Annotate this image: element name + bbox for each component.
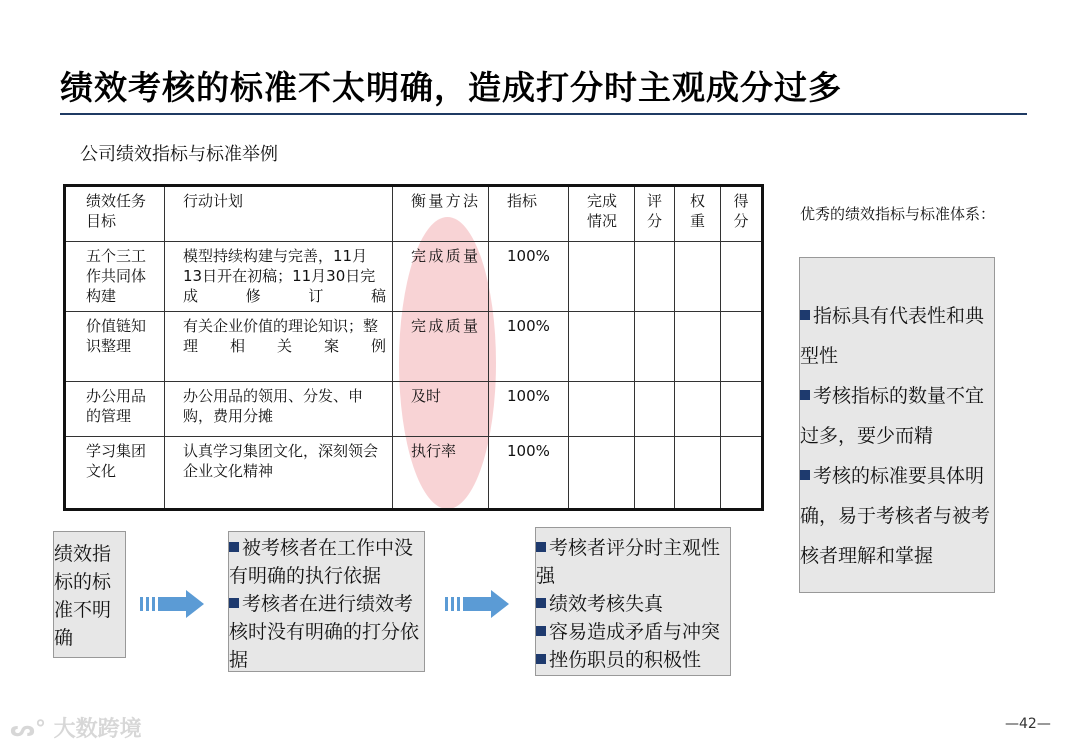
task-cell: 办公用品的管理	[65, 382, 165, 437]
effects-box	[535, 527, 731, 676]
completion-cell	[569, 312, 635, 382]
score-cell	[635, 437, 675, 510]
method-cell: 及时	[393, 382, 489, 437]
method-cell: 执行率	[393, 437, 489, 510]
effect-item: 容易造成矛盾与冲突	[536, 618, 728, 646]
completion-cell	[569, 382, 635, 437]
weight-cell	[675, 382, 721, 437]
header-weight: 权重	[675, 186, 721, 242]
target-cell: 100%	[489, 437, 569, 510]
completion-cell	[569, 437, 635, 510]
score-cell	[635, 312, 675, 382]
task-cell: 学习集团文化	[65, 437, 165, 510]
criteria-item: 考核的标准要具体明确，易于考核者与被考核者理解和掌握	[800, 465, 991, 567]
table-caption: 公司绩效指标与标准举例	[80, 144, 278, 165]
criteria-item: 考核指标的数量不宜过多，要少而精	[800, 385, 985, 447]
table-row	[65, 242, 763, 312]
final-cell	[721, 382, 763, 437]
header-task: 绩效任务目标	[65, 186, 165, 242]
completion-cell	[569, 242, 635, 312]
plan-cell: 办公用品的领用、分发、申购，费用分摊	[165, 382, 393, 437]
weight-cell	[675, 312, 721, 382]
square-bullet-icon	[536, 626, 546, 636]
square-bullet-icon	[536, 598, 546, 608]
plan-cell: 有关企业价值的理论知识；整理相关案例	[165, 312, 393, 382]
target-cell: 100%	[489, 382, 569, 437]
weight-cell	[675, 242, 721, 312]
score-cell	[635, 242, 675, 312]
cause-text: 绩效指标的标准不明确	[54, 543, 112, 649]
right-arrow-icon	[140, 589, 206, 619]
watermark-logo: ᔕ° 大数跨境	[10, 717, 142, 742]
plan-cell: 认真学习集团文化，深刻领会企业文化精神	[165, 437, 393, 510]
method-cell: 完成质量	[393, 312, 489, 382]
page-number: —42—	[1005, 716, 1051, 732]
table-header-row	[65, 186, 763, 242]
square-bullet-icon	[800, 470, 810, 480]
header-plan: 行动计划	[165, 186, 393, 242]
weight-cell	[675, 437, 721, 510]
square-bullet-icon	[800, 310, 810, 320]
header-score: 评分	[635, 186, 675, 242]
square-bullet-icon	[229, 598, 239, 608]
table-row	[65, 382, 763, 437]
final-cell	[721, 437, 763, 510]
criteria-item: 指标具有代表性和典型性	[800, 305, 985, 367]
issue-item: 被考核者在工作中没有明确的执行依据	[229, 537, 414, 587]
effect-item: 绩效考核失真	[536, 590, 728, 618]
task-cell: 价值链知识整理	[65, 312, 165, 382]
table-row	[65, 437, 763, 510]
header-final: 得分	[721, 186, 763, 242]
cause-box	[53, 531, 126, 658]
effect-item: 挫伤职员的积极性	[536, 646, 728, 674]
task-cell: 五个三工作共同体构建	[65, 242, 165, 312]
logo-mark-icon: ᔕ°	[10, 717, 46, 742]
title-divider	[60, 113, 1027, 115]
issue-item: 考核者在进行绩效考核时没有明确的打分依据	[229, 593, 420, 671]
page-title: 绩效考核的标准不太明确，造成打分时主观成分过多	[60, 68, 842, 107]
plan-cell: 模型持续构建与完善，11月13日开在初稿；11月30日完成修订稿	[165, 242, 393, 312]
square-bullet-icon	[536, 654, 546, 664]
square-bullet-icon	[800, 390, 810, 400]
square-bullet-icon	[536, 542, 546, 552]
right-arrow-icon	[445, 589, 511, 619]
header-target: 指标	[489, 186, 569, 242]
header-completion: 完成情况	[569, 186, 635, 242]
target-cell: 100%	[489, 242, 569, 312]
score-cell	[635, 382, 675, 437]
effect-item: 考核者评分时主观性强	[536, 537, 721, 587]
kpi-table-container	[63, 184, 761, 508]
final-cell	[721, 312, 763, 382]
header-method: 衡量方法	[393, 186, 489, 242]
side-panel-label: 优秀的绩效指标与标准体系：	[800, 205, 996, 223]
method-cell: 完成质量	[393, 242, 489, 312]
square-bullet-icon	[229, 542, 239, 552]
target-cell: 100%	[489, 312, 569, 382]
kpi-table	[63, 184, 764, 511]
final-cell	[721, 242, 763, 312]
table-row	[65, 312, 763, 382]
issues-box	[228, 531, 425, 672]
criteria-box	[799, 257, 995, 593]
